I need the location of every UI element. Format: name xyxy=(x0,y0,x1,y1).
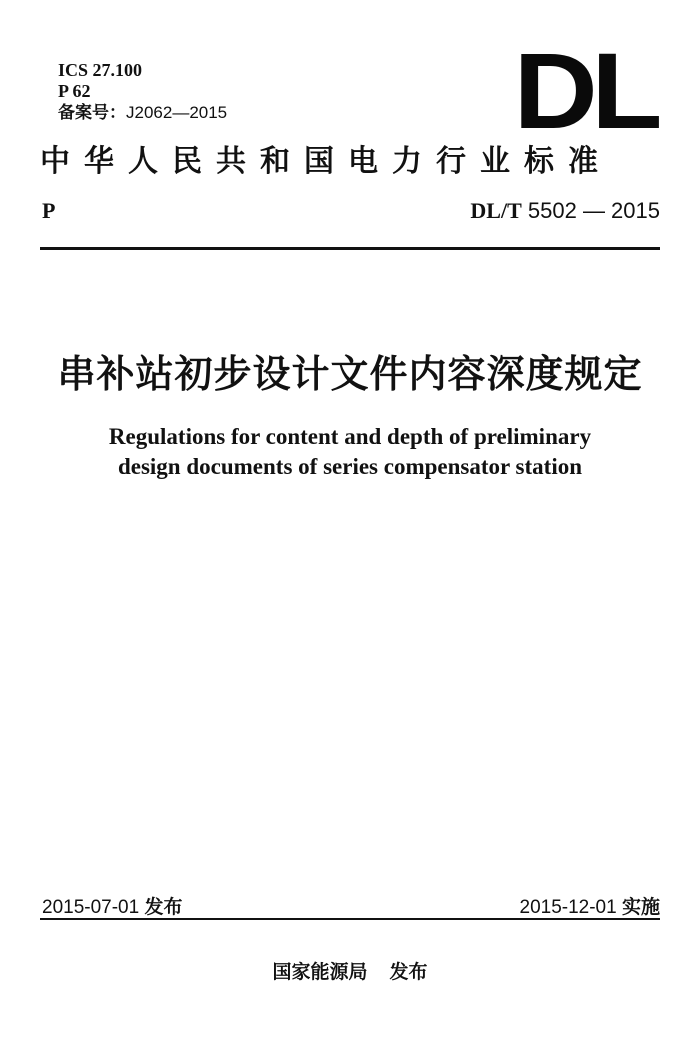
title-chinese: 串补站初步设计文件内容深度规定 xyxy=(57,352,643,396)
ics-code: ICS 27.100 xyxy=(58,60,143,80)
title-english-line1: Regulations for content and depth of preliminary xyxy=(108,424,592,449)
issue-date xyxy=(42,892,183,919)
publisher-action: 发布 xyxy=(389,961,428,983)
implement-date-value: 2015-12-01 xyxy=(519,897,617,918)
record-number xyxy=(58,103,227,123)
standard-code: DL/T xyxy=(470,198,522,223)
p-code: P 62 xyxy=(58,81,91,101)
standard-number xyxy=(470,198,660,224)
standard-number-value: 5502 — 2015 xyxy=(527,198,660,223)
record-label: 备案号： xyxy=(58,103,126,123)
issue-date-value: 2015-07-01 xyxy=(42,897,140,918)
standard-category: 中华人民共和国电力行业标准 xyxy=(40,144,612,179)
bottom-divider xyxy=(40,918,660,920)
dl-logo: DL xyxy=(513,30,656,151)
top-divider xyxy=(40,247,660,250)
publisher-name: 国家能源局 xyxy=(272,961,368,983)
issue-label: 发布 xyxy=(144,896,183,918)
title-english-line2: design documents of series compensator station xyxy=(117,454,583,479)
classification-letter: P xyxy=(42,198,56,223)
implement-label: 实施 xyxy=(621,896,660,918)
publisher xyxy=(0,957,700,984)
record-value: J2062—2015 xyxy=(126,103,228,122)
implement-date xyxy=(520,892,661,919)
